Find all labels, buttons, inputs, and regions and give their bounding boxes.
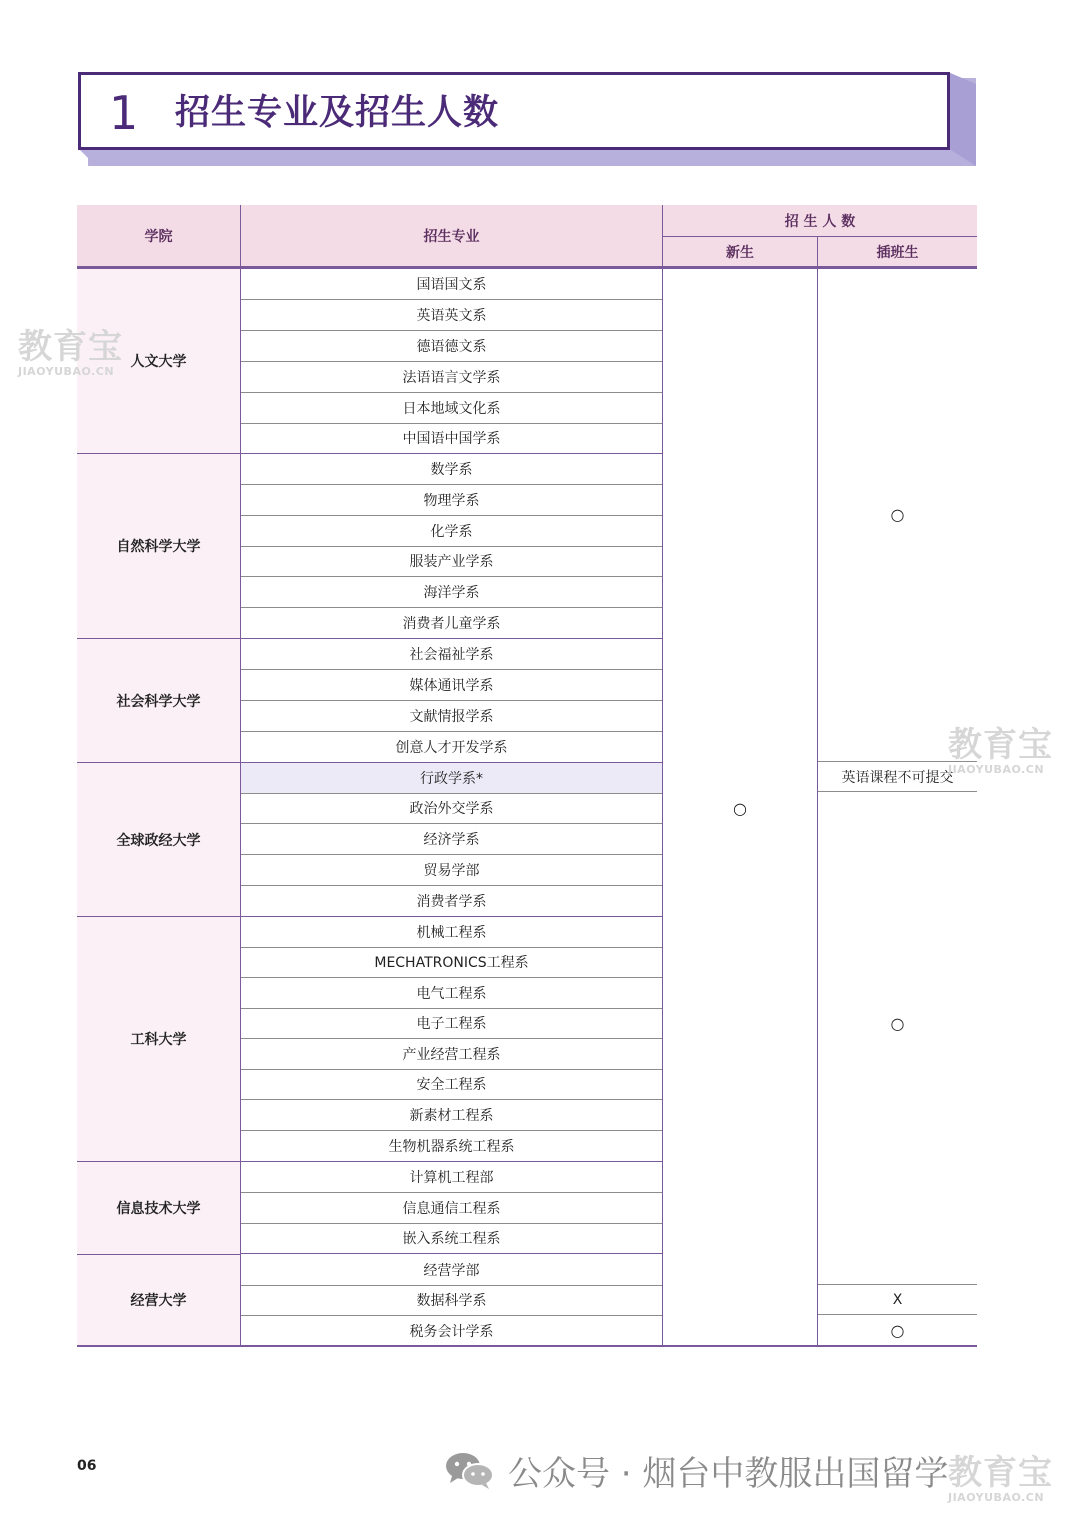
header-bottom-bevel (78, 148, 976, 166)
transfer-mark: X (892, 1292, 903, 1308)
footer-text: 公众号 · 烟台中教服出国留学 (508, 1453, 949, 1494)
header-major: 招生专业 (241, 205, 662, 267)
major-cell: 税务会计学系 (409, 1323, 494, 1340)
major-cell: 嵌入系统工程系 (241, 1223, 662, 1254)
header-freshman: 新生 (663, 237, 817, 267)
major-cell: 数学系 (241, 454, 662, 485)
major-cell: 服装产业学系 (241, 546, 662, 577)
major-cell: 中国语中国学系 (241, 423, 662, 454)
watermark-text: 教育宝 (948, 725, 1053, 765)
major-cell: 生物机器系统工程系 (241, 1131, 662, 1162)
major-cell: 新素材工程系 (241, 1100, 662, 1131)
college-cell: 信息技术大学 (77, 1162, 240, 1255)
major-cell: 消费者儿童学系 (241, 608, 662, 639)
major-cell: 国语国文系 (241, 269, 662, 300)
major-cell: 消费者学系 (241, 886, 662, 917)
major-cell: 化学系 (241, 516, 662, 547)
major-cell: 产业经营工程系 (241, 1039, 662, 1070)
header-divider (240, 205, 241, 267)
transfer-mark: ○ (890, 1013, 905, 1033)
section-number: 1 (109, 86, 139, 140)
watermark (948, 1453, 1053, 1504)
table-bottom-rule (77, 1345, 977, 1347)
major-cell: 媒体通讯学系 (241, 670, 662, 701)
major-cell: 法语语言文学系 (241, 362, 662, 393)
college-cell: 人文大学 (77, 269, 240, 454)
college-cell: 自然科学大学 (77, 454, 240, 639)
major-cell: 计算机工程部 (241, 1162, 662, 1193)
wechat-icon (444, 1450, 496, 1490)
major-cell: 创意人才开发学系 (241, 732, 662, 763)
major-cell: 文献情报学系 (241, 701, 662, 732)
college-cell: 经营大学 (77, 1255, 240, 1346)
section-header (78, 72, 950, 150)
header-divider (663, 236, 977, 237)
section-title: 招生专业及招生人数 (175, 93, 500, 133)
college-cell: 全球政经大学 (77, 763, 240, 917)
major-cell: 海洋学系 (241, 577, 662, 608)
watermark (18, 327, 123, 378)
watermark-domain: JIAOYUBAO.CN (18, 365, 115, 378)
major-cell: 政治外交学系 (241, 793, 662, 824)
transfer-mark: ○ (890, 504, 905, 524)
footer-account (444, 1448, 948, 1492)
major-cell: 行政学系* (241, 763, 662, 794)
watermark-domain: JIAOYUBAO.CN (948, 763, 1045, 776)
major-cell: 信息通信工程系 (241, 1193, 662, 1224)
college-cell: 工科大学 (77, 917, 240, 1162)
major-cell: 安全工程系 (241, 1069, 662, 1100)
header-transfer: 插班生 (818, 237, 977, 267)
major-cell: 数据科学系 (241, 1285, 662, 1316)
header-college: 学院 (77, 205, 240, 267)
header-quota: 招 生 人 数 (663, 205, 977, 236)
transfer-note: 英语课程不可提交 (818, 761, 977, 792)
watermark (948, 725, 1053, 776)
major-cell: 日本地域文化系 (241, 393, 662, 424)
major-cell: 电气工程系 (241, 978, 662, 1009)
watermark-text: 教育宝 (948, 1453, 1053, 1493)
watermark-text: 教育宝 (18, 327, 123, 367)
major-cell: 贸易学部 (241, 855, 662, 886)
page-number: 06 (77, 1458, 97, 1474)
watermark-domain: JIAOYUBAO.CN (948, 1491, 1045, 1504)
major-cell: 经营学部 (241, 1255, 662, 1286)
major-cell: 德语德文系 (241, 331, 662, 362)
major-cell: 物理学系 (241, 485, 662, 516)
transfer-mark: ○ (890, 1320, 905, 1340)
major-cell: 机械工程系 (241, 917, 662, 948)
college-cell: 社会科学大学 (77, 639, 240, 763)
major-cell: 经济学系 (241, 824, 662, 855)
major-cell: 英语英文系 (241, 300, 662, 331)
header-divider (817, 236, 818, 267)
major-cell: MECHATRONICS工程系 (241, 947, 662, 978)
major-cell: 社会福祉学系 (241, 639, 662, 670)
column-divider (817, 269, 818, 1346)
freshman-mark: ○ (733, 798, 747, 818)
major-cell: 电子工程系 (241, 1008, 662, 1039)
